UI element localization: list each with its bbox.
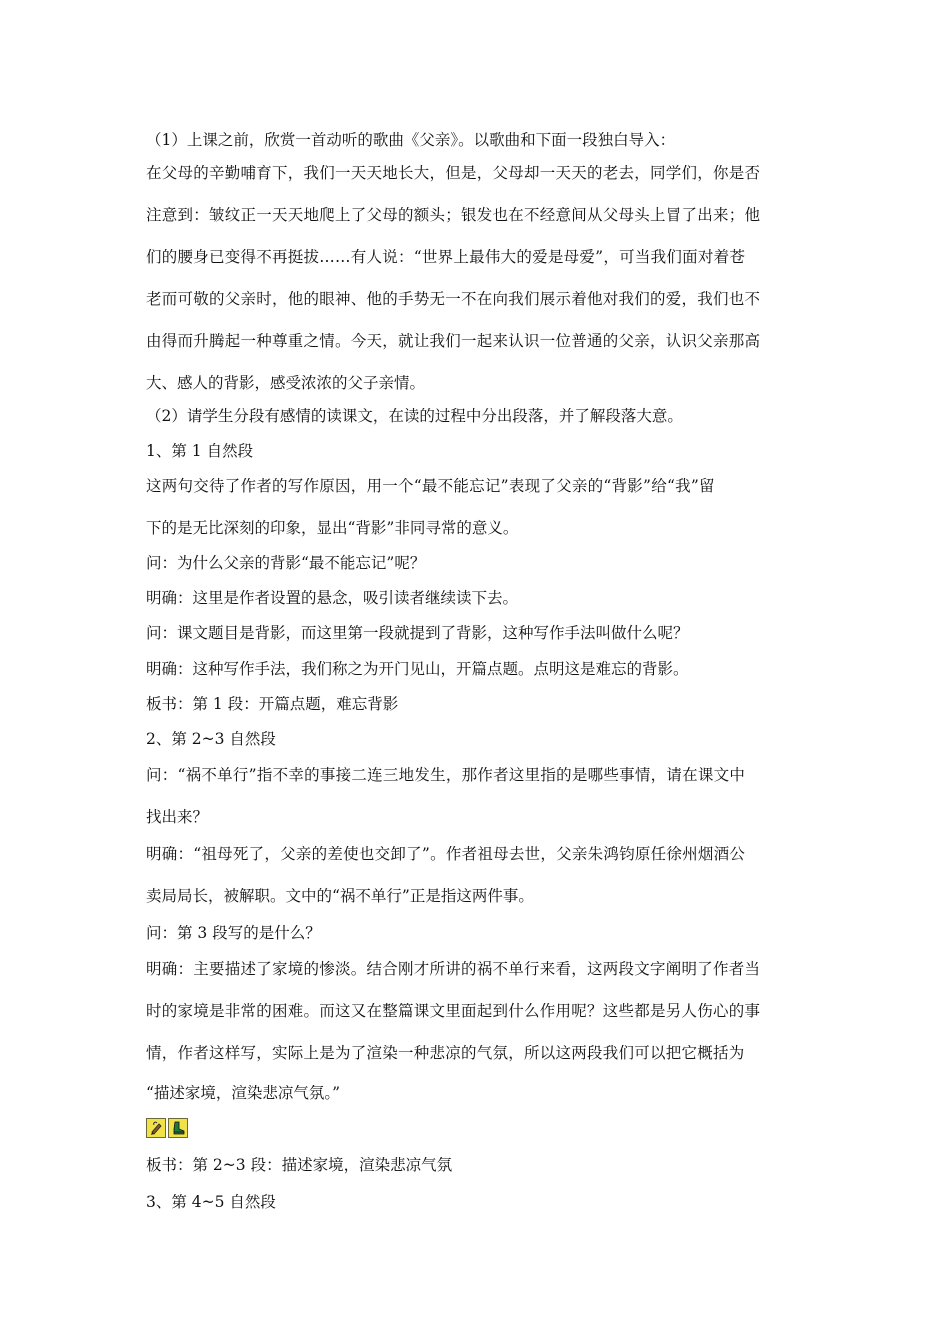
text-line: 在父母的辛勤哺育下，我们一天天地长大，但是，父母却一天天的老去，同学们，你是否 [146,164,761,182]
section-heading: 2、第 2~3 自然段 [146,730,276,748]
pencil-icon[interactable] [146,1118,166,1138]
text-line: 大、感人的背影，感受浓浓的父子亲情。 [146,374,426,392]
answer-line: 明确：“祖母死了，父亲的差使也交卸了”。作者祖母去世，父亲朱鸿钧原任徐州烟酒公 [146,845,746,863]
embedded-icons [146,1118,190,1140]
answer-line: 明确：这种写作手法，我们称之为开门见山，开篇点题。点明这是难忘的背影。 [146,660,689,678]
board-note: 板书：第 2~3 段：描述家境，渲染悲凉气氛 [146,1156,453,1174]
text-line: 情，作者这样写，实际上是为了渲染一种悲凉的气氛，所以这两段我们可以把它概括为 [146,1044,745,1062]
text-line: （2）请学生分段有感情的读课文，在读的过程中分出段落，并了解段落大意。 [146,407,683,425]
text-line: “描述家境，渲染悲凉气氛。” [146,1084,341,1102]
answer-line: 明确：主要描述了家境的惨淡。结合刚才所讲的祸不单行来看，这两段文字阐明了作者当 [146,960,761,978]
section-heading: 3、第 4~5 自然段 [146,1193,276,1211]
board-note: 板书：第 1 段：开篇点题，难忘背影 [146,695,399,713]
text-line: 老而可敬的父亲时，他的眼神、他的手势无一不在向我们展示着他对我们的爱，我们也不 [146,290,761,308]
answer-line: 明确：这里是作者设置的悬念，吸引读者继续读下去。 [146,589,519,607]
text-line: 这两句交待了作者的写作原因，用一个“最不能忘记”表现了父亲的“背影”给“我”留 [146,477,715,495]
question-line: 问：第 3 段写的是什么？ [146,924,321,942]
shoe-icon[interactable] [168,1118,188,1138]
text-line: 找出来？ [146,808,209,826]
text-line: 们的腰身已变得不再挺拔……有人说：“世界上最伟大的爱是母爱”，可当我们面对着苍 [146,248,746,266]
text-line: （1）上课之前，欣赏一首动听的歌曲《父亲》。以歌曲和下面一段独白导入： [146,131,676,149]
text-line: 注意到：皱纹正一天天地爬上了父母的额头；银发也在不经意间从父母头上冒了出来；他 [146,206,761,224]
question-line: 问：为什么父亲的背影“最不能忘记”呢？ [146,554,426,572]
section-heading: 1、第 1 自然段 [146,442,254,460]
text-line: 由得而升腾起一种尊重之情。今天，就让我们一起来认识一位普通的父亲，认识父亲那高 [146,332,761,350]
text-line: 时的家境是非常的困难。而这又在整篇课文里面起到什么作用呢？这些都是另人伤心的事 [146,1002,761,1020]
question-line: 问：“祸不单行”指不幸的事接二连三地发生，那作者这里指的是哪些事情，请在课文中 [146,766,746,784]
text-line: 卖局局长，被解职。文中的“祸不单行”正是指这两件事。 [146,887,534,905]
text-line: 下的是无比深刻的印象，显出“背影”非同寻常的意义。 [146,519,519,537]
question-line: 问：课文题目是背影，而这里第一段就提到了背影，这种写作手法叫做什么呢？ [146,624,689,642]
